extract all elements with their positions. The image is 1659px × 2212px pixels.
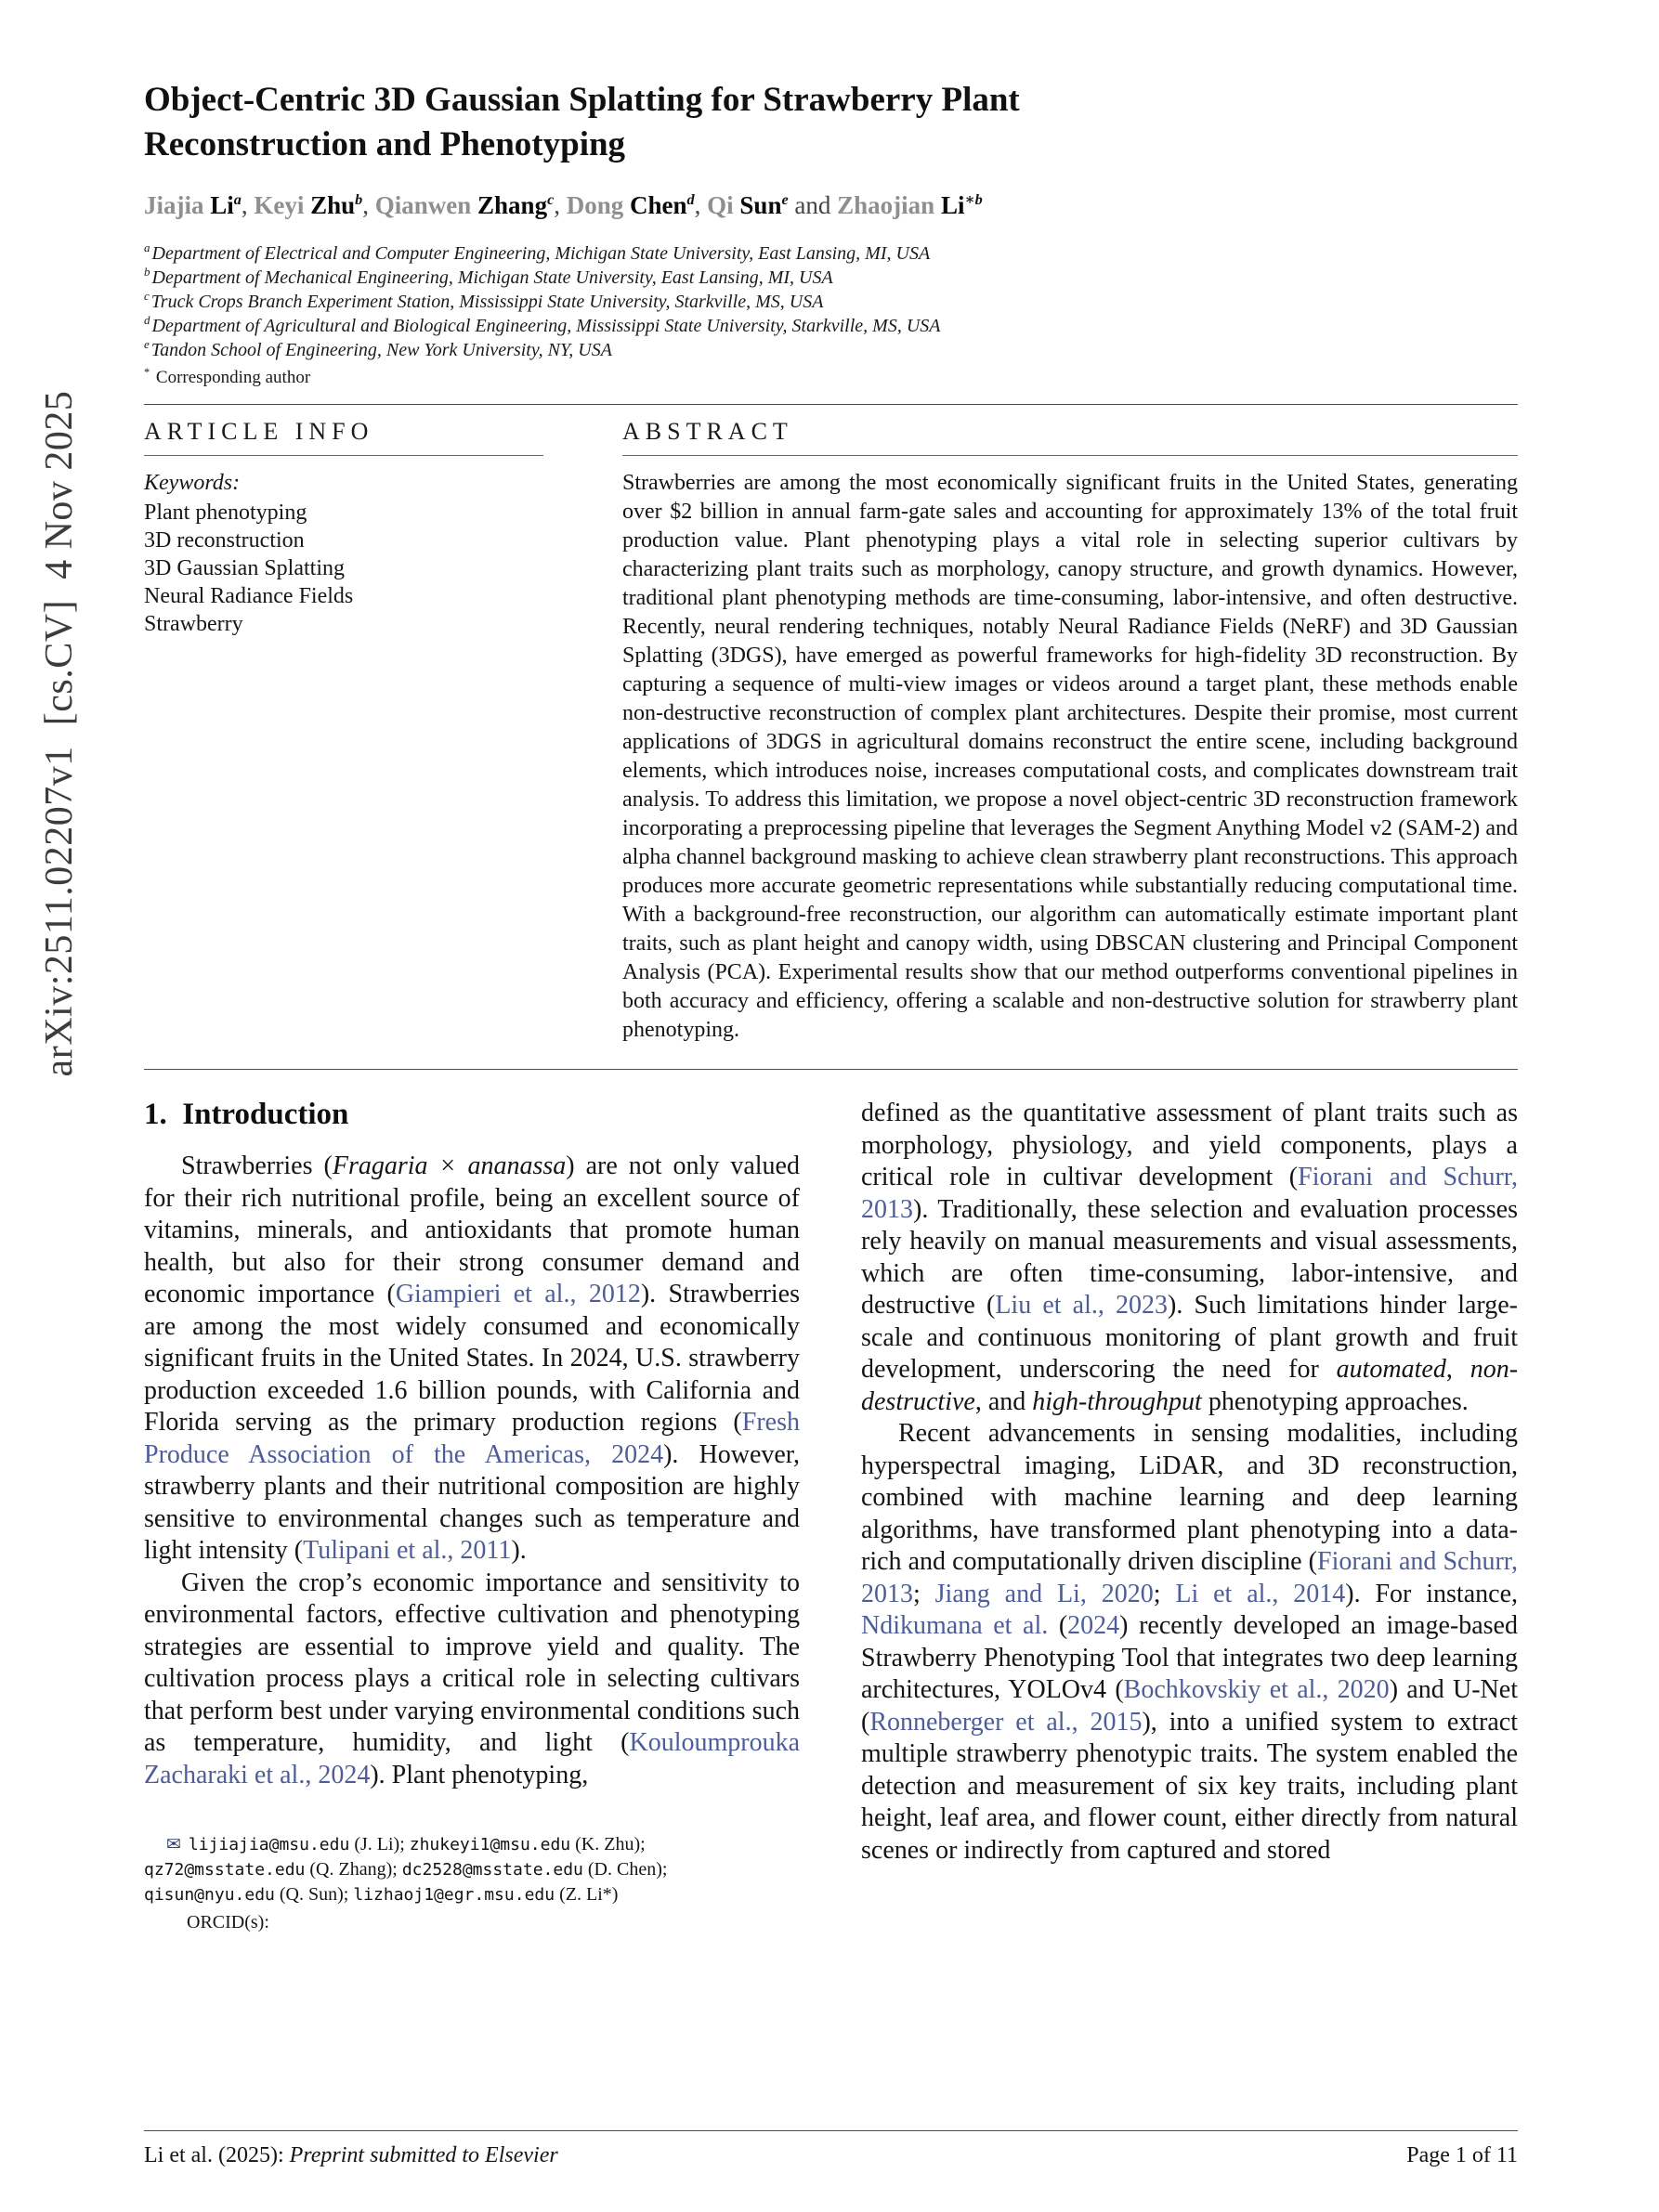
email-link[interactable]: dc2528@msstate.edu — [401, 1860, 583, 1880]
intro-paragraph-1: Strawberries (Fragaria × ananassa) are not only valued for their rich nutritional profile, being an excellent source of vitamins, minerals, and antioxidants that promote human health, but also for their strong consumer demand and economic importance (Giampieri et al., 2012). Strawberries are among the most widely consumed and economically significant fruits in the United States. In 2024, U.S. strawberry production exceeded 1.6 billion pounds, with California and Florida serving as the primary production regions (Fresh Produce Association of the Americas, 2024). However, strawberry plants and their nutritional composition are highly sensitive to environmental changes such as temperature and light intensity (Tulipani et al., 2011). — [144, 1152, 801, 1565]
intro-paragraph-3: defined as the quantitative assessment of plant traits such as morphology, physiology, and yield components, plays a critical role in cultivar development (Fiorani and Schurr, 2013). Traditionally, these selection and evaluation processes rely heavily on manual measurements and visual assessments, which are often time-consuming, labor-intensive, and destructive (Liu et al., 2023). Such limitations hinder large-scale and continuous monitoring of plant growth and fruit development, underscoring the need for automated, non-destructive, and high-throughput phenotyping approaches. — [861, 1099, 1519, 1416]
footnote-block — [144, 1832, 800, 1934]
citation-link[interactable]: Ndikumana et al. — [861, 1611, 1049, 1640]
emphasis-text: Fragaria × ananassa — [332, 1152, 567, 1180]
emphasis-text: high-throughput — [1032, 1386, 1202, 1416]
two-column-body — [144, 1098, 1518, 1934]
author-separator: , — [554, 191, 567, 219]
citation-link[interactable]: Fresh Produce Association of the Americas, 2024 — [144, 1408, 800, 1469]
footer-preprint-label: Preprint submitted to Elsevier — [289, 2143, 558, 2167]
citation-link[interactable]: Fiorani and Schurr, 2013 — [861, 1547, 1518, 1608]
right-column — [861, 1098, 1518, 1934]
affiliations — [144, 242, 1518, 389]
author-name: Qianwen Zhang$^c$ — [374, 191, 555, 219]
email-link[interactable]: qz72@msstate.edu — [144, 1860, 306, 1880]
affiliation-line: $^e$ Tandon School of Engineering, New York University, NY, USA — [144, 337, 612, 360]
email-link[interactable]: qisun@nyu.edu — [144, 1885, 275, 1905]
abstract-header: ABSTRACT — [622, 418, 793, 445]
corresponding-author-note: * Corresponding author — [144, 365, 311, 387]
abstract-header-rule — [622, 455, 1518, 456]
citation-link[interactable]: Fiorani and Schurr, 2013 — [861, 1163, 1519, 1224]
paper-title-line1: Object-Centric 3D Gaussian Splatting for Strawberry Plant — [144, 81, 1020, 119]
intro-paragraph-4: Recent advancements in sensing modalities, including hyperspectral imaging, LiDAR, and 3D reconstruction, combined with machine learning and deep learning algorithms, have transformed plant phenotyping into a data-rich and computationally driven discipline (Fiorani and Schurr, 2013; Jiang and Li, 2020; Li et al., 2014). For instance, Ndikumana et al. (2024) recently developed an image-based Strawberry Phenotyping Tool that integrates two deep learning architectures, YOLOv4 (Bochkovskiy et al., 2020) and U-Net (Ronneberger et al., 2015), into a unified system to extract multiple strawberry phenotypic traits. The system enabled the detection and measurement of six key traits, including plant height, leaf area, and flower count, either directly from natural scenes or indirectly from captured and stored — [861, 1419, 1518, 1865]
horizontal-rule-bottom — [144, 1069, 1518, 1070]
author-name: Keyi Zhu$^b$ — [254, 191, 363, 219]
section-heading-introduction: 1. Introduction — [144, 1098, 349, 1131]
citation-link[interactable]: Jiang and Li, 2020 — [934, 1579, 1154, 1608]
keyword-item: Strawberry — [144, 612, 243, 636]
intro-paragraph-2: Given the crop’s economic importance and sensitivity to environmental factors, effective cultivation and phenotyping strategies are essential to improve yield and quality. The cultivation process plays a critical role in selecting cultivars that perform best under varying environmental conditions such as temperature, humidity, and light (Kouloumprouka Zacharaki et al., 2024). Plant phenotyping, — [144, 1568, 800, 1789]
article-info-header: ARTICLE INFO — [144, 418, 374, 445]
citation-link[interactable]: 2024 — [1067, 1611, 1120, 1640]
email-link[interactable]: lizhaoj1@egr.msu.edu — [353, 1885, 555, 1905]
article-info-abstract-block — [144, 405, 1518, 1045]
keyword-item: 3D reconstruction — [144, 528, 305, 553]
keyword-item: Neural Radiance Fields — [144, 584, 354, 608]
footnote-email-list: lijiajia@msu.edu (J. Li); zhukeyi1@msu.edu (K. Zhu); qz72@msstate.edu (Q. Zhang); dc2528@msstate.edu (D. Chen); qisun@nyu.edu (Q. Sun); lizhaoj1@egr.msu.edu (Z. Li*) — [144, 1834, 668, 1905]
author-name: Qi Sun$^e$ — [707, 191, 789, 219]
article-info-column — [144, 405, 543, 1045]
left-column — [144, 1098, 800, 1934]
author-name: Dong Chen$^d$ — [566, 191, 695, 219]
author-list — [144, 191, 1518, 220]
citation-link[interactable]: Ronneberger et al., 2015 — [869, 1707, 1143, 1737]
page-footer — [144, 2130, 1518, 2168]
emphasis-text: automated — [1336, 1355, 1446, 1384]
keyword-item: 3D Gaussian Splatting — [144, 556, 345, 580]
email-link[interactable]: lijiajia@msu.edu — [188, 1835, 350, 1854]
author-name: Jiajia Li$^a$ — [144, 191, 242, 219]
paper-title — [144, 78, 1518, 167]
abstract-column — [622, 405, 1518, 1045]
arxiv-watermark: arXiv:2511.02207v1 [cs.CV] 4 Nov 2025 — [38, 390, 81, 1077]
author-separator: , — [362, 191, 375, 219]
citation-link[interactable]: Giampieri et al., 2012 — [395, 1280, 641, 1308]
author-separator: , — [241, 191, 255, 219]
footer-citation-label: Li et al. (2025): — [144, 2143, 290, 2167]
citation-link[interactable]: Bochkovskiy et al., 2020 — [1123, 1675, 1390, 1704]
footer-preprint-note — [144, 2143, 558, 2168]
citation-link[interactable]: Tulipani et al., 2011 — [303, 1536, 512, 1565]
keywords-list — [144, 499, 543, 638]
author-name: Zhaojian $Li^{∗b}$ — [837, 191, 983, 219]
email-link[interactable]: zhukeyi1@msu.edu — [409, 1835, 571, 1854]
citation-link[interactable]: Kouloumprouka Zacharaki et al., 2024 — [144, 1728, 800, 1789]
citation-link[interactable]: Li et al., 2014 — [1175, 1579, 1346, 1608]
keyword-item: Plant phenotyping — [144, 501, 307, 525]
affiliation-line: $^c$ Truck Crops Branch Experiment Station, Mississippi State University, Starkville, MS, USA — [144, 289, 824, 312]
keywords-label: Keywords: — [144, 471, 241, 495]
paper-title-line2: Reconstruction and Phenotyping — [144, 125, 626, 163]
affiliation-line: $^b$ Department of Mechanical Engineering, Michigan State University, East Lansing, MI, USA — [144, 265, 833, 288]
footer-page-number: Page 1 of 11 — [1406, 2143, 1518, 2167]
email-icon: ✉ — [166, 1835, 181, 1854]
abstract-text: Strawberries are among the most economically significant fruits in the United States, generating over $2 billion in annual farm-gate sales and accounting for approximately 13% of the total fruit production value. Plant phenotyping plays a vital role in selecting superior cultivars by characterizing plant traits such as morphology, canopy structure, and growth dynamics. However, traditional plant phenotyping methods are time-consuming, labor-intensive, and often destructive. Recently, neural rendering techniques, notably Neural Radiance Fields (NeRF) and 3D Gaussian Splatting (3DGS), have emerged as powerful frameworks for high-fidelity 3D reconstruction. By capturing a sequence of multi-view images or videos around a target plant, these methods enable non-destructive reconstruction of complex plant architectures. Despite their promise, most current applications of 3DGS in agricultural domains reconstruct the entire scene, including background elements, which introduces noise, increases computational costs, and complicates downstream trait analysis. To address this limitation, we propose a novel object-centric 3D reconstruction framework incorporating a preprocessing pipeline that leverages the Segment Anything Model v2 (SAM-2) and alpha channel background masking to achieve clean strawberry plant reconstructions. This approach produces more accurate geometric representations while substantially reducing computational time. With a background-free reconstruction, our algorithm can automatically estimate important plant traits, such as plant height and canopy width, using DBSCAN clustering and Principal Component Analysis (PCA). Experimental results show that our method outperforms conventional pipelines in both accuracy and efficiency, offering a scalable and non-destructive solution for strawberry plant phenotyping. — [622, 471, 1518, 1042]
affiliation-line: $^d$ Department of Agricultural and Biological Engineering, Mississippi State University, Starkville, MS, USA — [144, 313, 941, 336]
affiliation-line: $^a$ Department of Electrical and Computer Engineering, Michigan State University, East Lansing, MI, USA — [144, 241, 931, 264]
emphasis-text: non-destructive — [861, 1355, 1519, 1416]
footnote-emails — [144, 1832, 800, 1907]
article-info-header-rule — [144, 455, 543, 456]
orcid-label: ORCID(s): — [187, 1912, 269, 1932]
author-separator: , — [694, 191, 708, 219]
author-separator: and — [788, 191, 838, 219]
citation-link[interactable]: Liu et al., 2023 — [995, 1291, 1169, 1320]
